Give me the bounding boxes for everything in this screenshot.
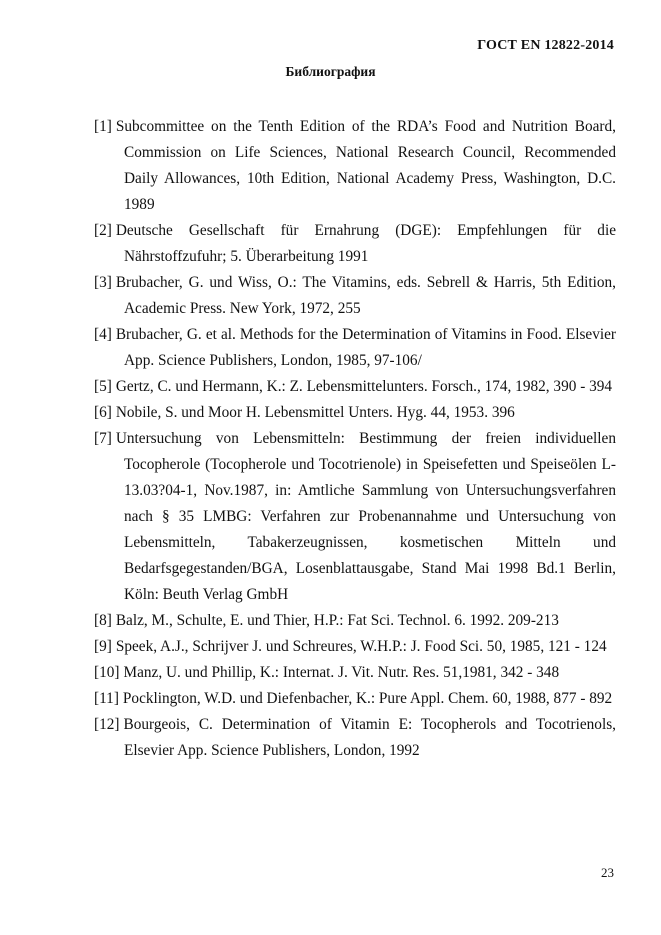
- reference-number: [3]: [94, 274, 112, 291]
- reference-item: [94, 218, 616, 270]
- reference-item: [94, 400, 616, 426]
- reference-number: [11]: [94, 690, 119, 707]
- reference-list: [94, 114, 616, 764]
- reference-number: [2]: [94, 222, 112, 239]
- reference-item: [94, 374, 616, 400]
- reference-text: Subcommittee on the Tenth Edition of the RDA’s Food and Nutrition Board, Commission on Life Sciences, National Research Council, Recommended Daily Allowances, 10th Edition, National Academy Press, Washington, D.C. 1989: [115, 118, 616, 213]
- reference-text: Speek, A.J., Schrijver J. und Schreures, W.H.P.: J. Food Sci. 50, 1985, 121 - 124: [115, 638, 607, 655]
- reference-item: [94, 426, 616, 608]
- reference-item: [94, 608, 616, 634]
- reference-number: [9]: [94, 638, 112, 655]
- reference-item: [94, 634, 616, 660]
- reference-number: [12]: [94, 716, 120, 733]
- page-title: Библиография: [285, 64, 376, 79]
- reference-text: Manz, U. und Phillip, K.: Internat. J. Vit. Nutr. Res. 51,1981, 342 - 348: [123, 664, 560, 681]
- reference-text: Bourgeois, C. Determination of Vitamin E: Tocopherols and Tocotrienols, Elsevier App. Science Publishers, London, 1992: [123, 716, 616, 759]
- reference-number: [5]: [94, 378, 112, 395]
- document-code: ГОСТ EN 12822-2014: [477, 38, 614, 53]
- reference-text: Pocklington, W.D. und Diefenbacher, K.: Pure Appl. Chem. 60, 1988, 877 - 892: [122, 690, 613, 707]
- reference-text: Brubacher, G. und Wiss, O.: The Vitamins, eds. Sebrell & Harris, 5th Edition, Academic Press. New York, 1972, 255: [115, 274, 616, 317]
- page-number: 23: [601, 865, 614, 880]
- reference-text: Gertz, C. und Hermann, K.: Z. Lebensmittelunters. Forsch., 174, 1982, 390 - 394: [115, 378, 613, 395]
- reference-text: Untersuchung von Lebensmitteln: Bestimmung der freien individuellen Tocopherole (Tocopherole und Tocotrienole) in Speisefetten und Speiseölen L-13.03?04-1, Nov.1987, in: Amtliche Sammlung von Untersuchungsverfahren nach § 35 LMBG: Verfahren zur Probenannahme und Untersuchung von Lebensmitteln, Tabakerzeugnissen, kosmetischen Mitteln und Bedarfsgegestanden/BGA, Losenblattausgabe, Stand Mai 1998 Bd.1 Berlin, Köln: Beuth Verlag GmbH: [115, 430, 616, 603]
- reference-text: Brubacher, G. et al. Methods for the Determination of Vitamins in Food. Elsevier App. Science Publishers, London, 1985, 97-106/: [115, 326, 616, 369]
- reference-item: [94, 660, 616, 686]
- reference-item: [94, 114, 616, 218]
- reference-item: [94, 270, 616, 322]
- reference-number: [4]: [94, 326, 112, 343]
- reference-text: Balz, M., Schulte, E. und Thier, H.P.: Fat Sci. Technol. 6. 1992. 209-213: [115, 612, 559, 629]
- reference-number: [7]: [94, 430, 112, 447]
- reference-text: Deutsche Gesellschaft für Ernahrung (DGE): Empfehlungen für die Nährstoffzufuhr; 5. Überarbeitung 1991: [115, 222, 616, 265]
- reference-number: [6]: [94, 404, 112, 421]
- reference-item: [94, 712, 616, 764]
- reference-number: [1]: [94, 118, 112, 135]
- reference-item: [94, 686, 616, 712]
- reference-item: [94, 322, 616, 374]
- reference-number: [10]: [94, 664, 120, 681]
- reference-number: [8]: [94, 612, 112, 629]
- reference-text: Nobile, S. und Moor H. Lebensmittel Unters. Hyg. 44, 1953. 396: [115, 404, 515, 421]
